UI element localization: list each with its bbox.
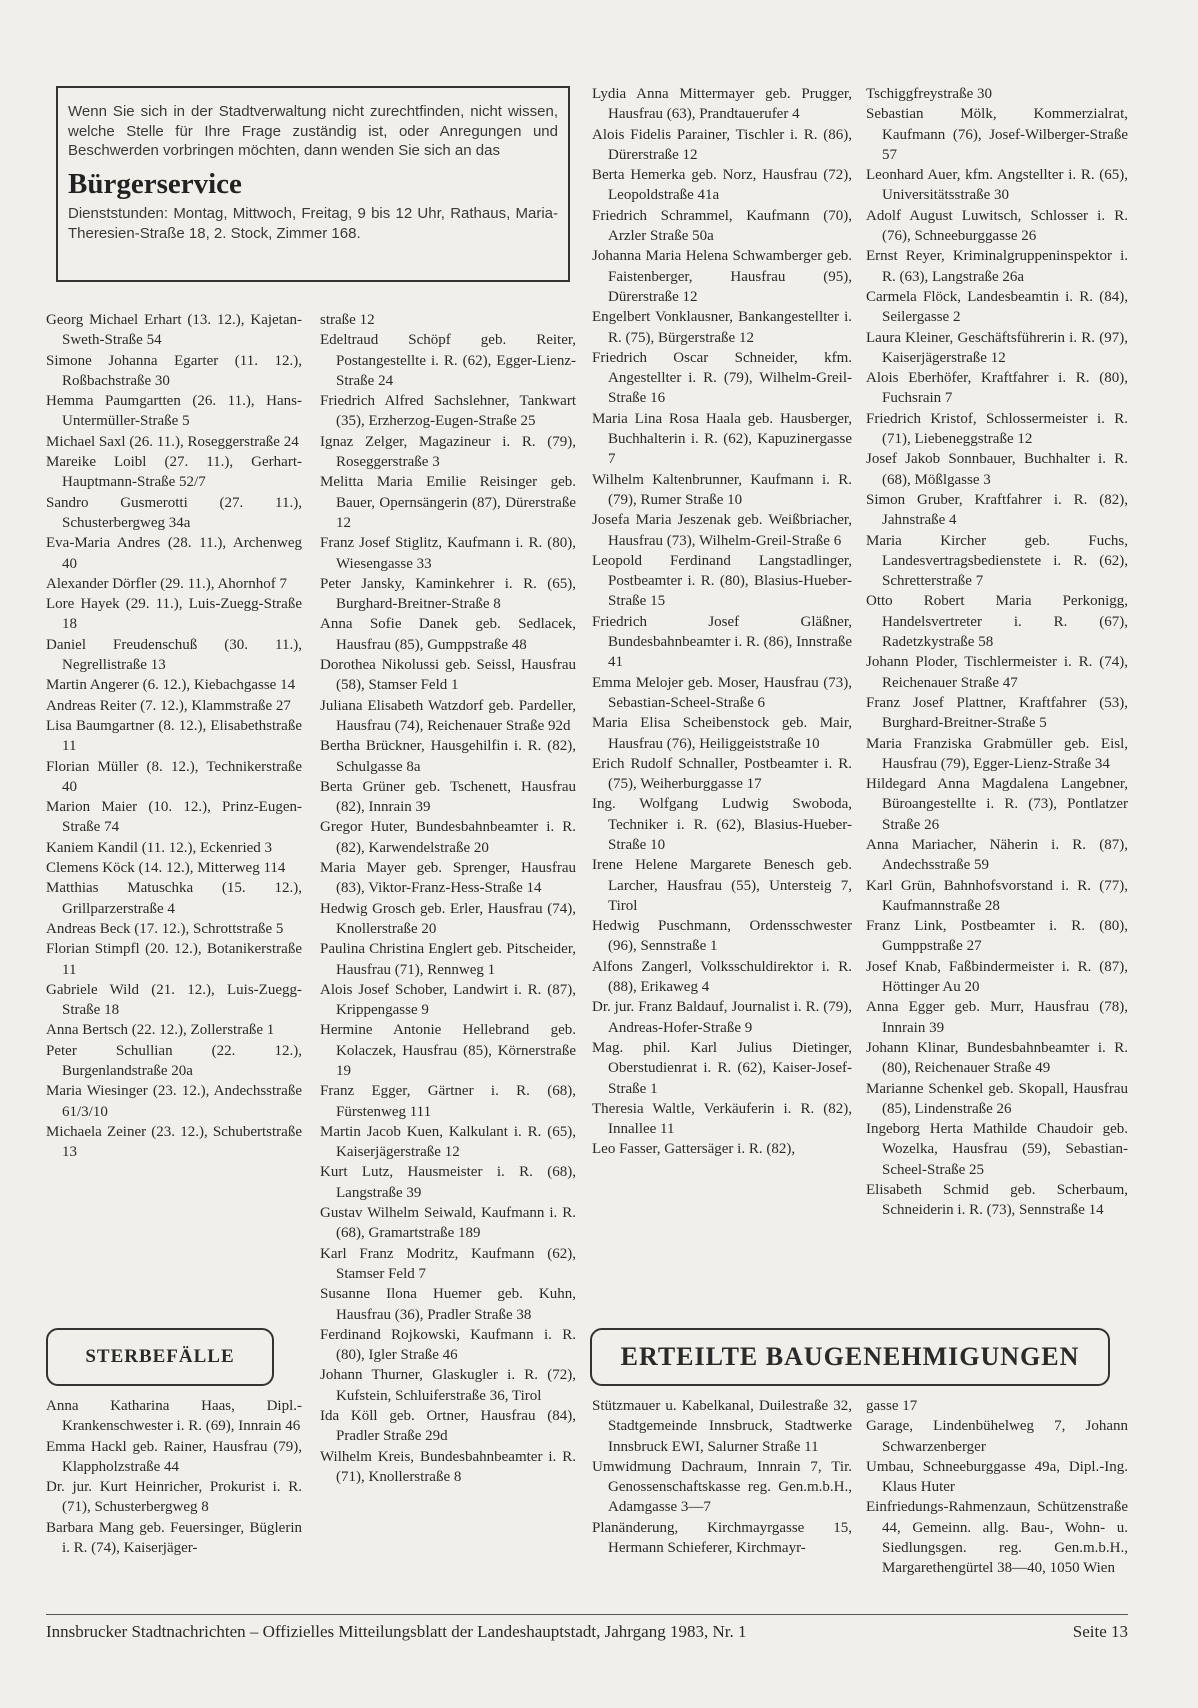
list-entry: Irene Helene Margarete Benesch geb. Larcher, Hausfrau (55), Untersteig 7, Tirol (592, 857, 852, 914)
list-entry: Otto Robert Maria Perkonigg, Handelsvertreter i. R. (67), Radetzkystraße 58 (866, 593, 1128, 651)
list-entry: Johann Ploder, Tischlermeister i. R. (74), Reichenauer Straße 47 (866, 654, 1128, 691)
deaths-column-3 (592, 84, 852, 1160)
list-entry: Gustav Wilhelm Seiwald, Kaufmann i. R. (68), Gramartstraße 189 (320, 1205, 576, 1242)
list-entry: Tschiggfreystraße 30 (866, 86, 992, 102)
list-entry: Dorothea Nikolussi geb. Seissl, Hausfrau (58), Stamser Feld 1 (320, 657, 576, 694)
list-entry: Andreas Reiter (7. 12.), Klammstraße 27 (46, 697, 291, 714)
list-entry: Emma Melojer geb. Moser, Hausfrau (73), Sebastian-Scheel-Straße 6 (592, 674, 852, 711)
deaths-column-2 (320, 310, 576, 1487)
list-entry: Gabriele Wild (21. 12.), Luis-Zuegg-Straße 18 (46, 981, 302, 1019)
list-entry: Josef Knab, Faßbindermeister i. R. (87), Höttinger Au 20 (866, 958, 1128, 996)
list-entry: Garage, Lindenbühelweg 7, Johann Schwarzenberger (866, 1418, 1128, 1455)
list-entry: Hemma Paumgartten (26. 11.), Hans-Untermüller-Straße 5 (46, 393, 302, 430)
list-entry: Maria Kircher geb. Fuchs, Landesvertragsbedienstete i. R. (62), Schretterstraße 7 (866, 532, 1128, 590)
list-entry: Mareike Loibl (27. 11.), Gerhart-Hauptmann-Straße 52/7 (46, 454, 302, 491)
list-entry: Alois Fidelis Parainer, Tischler i. R. (86), Dürerstraße 12 (592, 126, 852, 163)
list-entry: Adolf August Luwitsch, Schlosser i. R. (76), Schneeburggasse 26 (866, 207, 1128, 245)
list-entry: Umwidmung Dachraum, Innrain 7, Tir. Genossenschaftskasse reg. Gen.m.b.H., Adamgasse 3—7 (592, 1458, 852, 1516)
list-entry: Anna Katharina Haas, Dipl.-Krankenschwester i. R. (69), Innrain 46 (46, 1398, 302, 1435)
list-entry: Michael Saxl (26. 11.), Roseggerstraße 24 (46, 433, 299, 450)
list-entry: Erich Rudolf Schnaller, Postbeamter i. R. (75), Weiherburggasse 17 (592, 755, 852, 793)
permits-column-2 (866, 1396, 1128, 1579)
list-entry: Friedrich Oscar Schneider, kfm. Angestellter i. R. (79), Wilhelm-Greil-Straße 16 (592, 349, 852, 407)
list-entry: Marianne Schenkel geb. Skopall, Hausfrau (85), Lindenstraße 26 (866, 1080, 1128, 1117)
permits-column-1 (592, 1396, 852, 1558)
list-entry: Engelbert Vonklausner, Bankangestellter i. R. (75), Bürgerstraße 12 (592, 309, 852, 346)
list-entry: Sebastian Mölk, Kommerzialrat, Kaufmann (76), Josef-Wilberger-Straße 57 (866, 106, 1128, 163)
list-entry: Hermine Antonie Hellebrand geb. Kolaczek, Hausfrau (85), Körnerstraße 19 (320, 1022, 576, 1079)
list-entry: Alois Josef Schober, Landwirt i. R. (87), Krippengasse 9 (320, 981, 576, 1019)
list-entry: Alfons Zangerl, Volksschuldirektor i. R. (88), Erikaweg 4 (592, 958, 852, 996)
list-entry: Umbau, Schneeburggasse 49a, Dipl.-Ing. Klaus Huter (866, 1458, 1128, 1496)
list-entry: Simone Johanna Egarter (11. 12.), Roßbachstraße 30 (46, 352, 302, 389)
list-entry: Susanne Ilona Huemer geb. Kuhn, Hausfrau (36), Pradler Straße 38 (320, 1286, 576, 1323)
list-entry: Gregor Huter, Bundesbahnbeamter i. R. (82), Karwendelstraße 20 (320, 819, 576, 856)
list-entry: Anna Bertsch (22. 12.), Zollerstraße 1 (46, 1022, 275, 1039)
list-entry: Ernst Reyer, Kriminalgruppeninspektor i. R. (63), Langstraße 26a (866, 248, 1128, 285)
list-entry: Andreas Beck (17. 12.), Schrottstraße 5 (46, 920, 284, 937)
list-entry: Paulina Christina Englert geb. Pitscheider, Hausfrau (71), Rennweg 1 (320, 941, 576, 978)
list-entry: Friedrich Schrammel, Kaufmann (70), Arzler Straße 50a (592, 207, 852, 245)
permits-heading: ERTEILTE BAUGENEHMIGUNGEN (590, 1328, 1110, 1386)
list-entry: Lisa Baumgartner (8. 12.), Elisabethstraße 11 (46, 717, 302, 755)
list-entry: Melitta Maria Emilie Reisinger geb. Bauer, Opernsängerin (87), Dürerstraße 12 (320, 474, 576, 531)
list-entry: Leopold Ferdinand Langstadlinger, Postbeamter i. R. (80), Blasius-Hueber-Straße 15 (592, 552, 852, 610)
list-entry: Simon Gruber, Kraftfahrer i. R. (82), Jahnstraße 4 (866, 491, 1128, 529)
list-entry: Friedrich Alfred Sachslehner, Tankwart (35), Erzherzog-Eugen-Straße 25 (320, 393, 576, 430)
list-entry: Hedwig Grosch geb. Erler, Hausfrau (74), Knollerstraße 20 (320, 900, 576, 937)
list-entry: Alexander Dörfler (29. 11.), Ahornhof 7 (46, 575, 288, 592)
service-intro: Wenn Sie sich in der Stadtverwaltung nicht zurechtfinden, nicht wissen, welche Stelle für Ihre Frage zuständig ist, oder Anregungen und Beschwerden vorbringen möchten, dann wenden Sie sich an das (68, 103, 558, 159)
list-entry: Peter Jansky, Kaminkehrer i. R. (65), Burghard-Breitner-Straße 8 (320, 575, 576, 613)
list-entry: Kaniem Kandil (11. 12.), Eckenried 3 (46, 839, 273, 856)
list-entry: Martin Angerer (6. 12.), Kiebachgasse 14 (46, 677, 296, 694)
list-entry: Ingeborg Herta Mathilde Chaudoir geb. Wozelka, Hausfrau (59), Sebastian-Scheel-Straße 25 (866, 1121, 1128, 1178)
list-entry: Bertha Brückner, Hausgehilfin i. R. (82), Schulgasse 8a (320, 738, 576, 775)
list-entry: Elisabeth Schmid geb. Scherbaum, Schneiderin i. R. (73), Sennstraße 14 (866, 1182, 1128, 1219)
list-entry: gasse 17 (866, 1398, 918, 1414)
list-entry: Dr. jur. Kurt Heinricher, Prokurist i. R. (71), Schusterbergweg 8 (46, 1479, 302, 1516)
list-entry: Eva-Maria Andres (28. 11.), Archenweg 40 (46, 535, 302, 572)
list-entry: Einfriedungs-Rahmenzaun, Schützenstraße 44, Gemeinn. allg. Bau-, Wohn- u. Siedlungsgen. reg. Gen.m.b.H., Margarethengürtel 38—40, 1050 Wien (866, 1499, 1128, 1577)
list-entry: Kurt Lutz, Hausmeister i. R. (68), Langstraße 39 (320, 1164, 576, 1201)
list-entry: Barbara Mang geb. Feuersinger, Büglerin i. R. (74), Kaiserjäger- (46, 1519, 302, 1557)
list-entry: Georg Michael Erhart (13. 12.), Kajetan-Sweth-Straße 54 (46, 312, 302, 349)
list-entry: Maria Elisa Scheibenstock geb. Mair, Hausfrau (76), Heiliggeiststraße 10 (592, 715, 852, 752)
list-entry: Anna Sofie Danek geb. Sedlacek, Hausfrau (85), Gumppstraße 48 (320, 616, 576, 653)
list-entry: Maria Lina Rosa Haala geb. Hausberger, Buchhalterin i. R. (62), Kapuzinergasse 7 (592, 410, 852, 468)
list-entry: Johanna Maria Helena Schwamberger geb. Faistenberger, Hausfrau (95), Dürerstraße 12 (592, 248, 852, 305)
list-entry: Theresia Waltle, Verkäuferin i. R. (82), Innallee 11 (592, 1100, 852, 1138)
list-entry: Michaela Zeiner (23. 12.), Schubertstraße 13 (46, 1123, 302, 1161)
list-entry: Ing. Wolfgang Ludwig Swoboda, Techniker i. R. (62), Blasius-Hueber-Straße 10 (592, 796, 852, 853)
list-entry: Karl Franz Modritz, Kaufmann (62), Stamser Feld 7 (320, 1245, 576, 1282)
births-column-1 (46, 310, 302, 1162)
list-entry: Martin Jacob Kuen, Kalkulant i. R. (65), Kaiserjägerstraße 12 (320, 1123, 576, 1161)
list-entry: Emma Hackl geb. Rainer, Hausfrau (79), Klappholzstraße 44 (46, 1438, 302, 1475)
service-title: Bürgerservice (68, 167, 242, 200)
list-entry: Leo Fasser, Gattersäger i. R. (82), (592, 1141, 796, 1158)
list-entry: Peter Schullian (22. 12.), Burgenlandstraße 20a (46, 1042, 302, 1079)
list-entry: Franz Josef Plattner, Kraftfahrer (53), Burghard-Breitner-Straße 5 (866, 694, 1128, 732)
list-entry: Carmela Flöck, Landesbeamtin i. R. (84), Seilergasse 2 (866, 288, 1128, 326)
page-footer (46, 1622, 1128, 1642)
list-entry: Berta Grüner geb. Tschenett, Hausfrau (82), Innrain 39 (320, 778, 576, 816)
list-entry: Ignaz Zelger, Magazineur i. R. (79), Roseggerstraße 3 (320, 433, 576, 471)
buergerservice-box (56, 86, 570, 282)
list-entry: Sandro Gusmerotti (27. 11.), Schusterbergweg 34a (46, 494, 302, 531)
list-entry: Marion Maier (10. 12.), Prinz-Eugen-Straße 74 (46, 799, 302, 836)
list-entry: Anna Egger geb. Murr, Hausfrau (78), Innrain 39 (866, 999, 1128, 1036)
list-entry: Lore Hayek (29. 11.), Luis-Zuegg-Straße 18 (46, 596, 302, 633)
list-entry: Josefa Maria Jeszenak geb. Weißbriacher, Hausfrau (73), Wilhelm-Greil-Straße 6 (592, 512, 852, 549)
list-entry: Maria Franziska Grabmüller geb. Eisl, Hausfrau (79), Egger-Lienz-Straße 34 (866, 735, 1128, 772)
list-entry: Maria Wiesinger (23. 12.), Andechsstraße 61/3/10 (46, 1083, 302, 1120)
footer-divider (46, 1614, 1128, 1615)
list-entry: Florian Stimpfl (20. 12.), Botanikerstraße 11 (46, 941, 302, 978)
list-entry: Stützmauer u. Kabelkanal, Duilestraße 32, Stadtgemeinde Innsbruck, Stadtwerke Innsbruck EWI, Salurner Straße 11 (592, 1398, 852, 1455)
list-entry: Franz Josef Stiglitz, Kaufmann i. R. (80), Wiesengasse 33 (320, 535, 576, 572)
list-entry: Florian Müller (8. 12.), Technikerstraße 40 (46, 758, 302, 795)
service-hours: Dienststunden: Montag, Mittwoch, Freitag, 9 bis 12 Uhr, Rathaus, Maria-Theresien-Straße 18, 2. Stock, Zimmer 168. (68, 205, 558, 242)
list-entry: Johann Thurner, Glaskugler i. R. (72), Kufstein, Schluiferstraße 36, Tirol (320, 1367, 576, 1404)
footer-page-number: Seite 13 (1072, 1622, 1128, 1641)
list-entry: Anna Mariacher, Näherin i. R. (87), Andechsstraße 59 (866, 836, 1128, 874)
list-entry: Franz Link, Postbeamter i. R. (80), Gumppstraße 27 (866, 918, 1128, 955)
list-entry: Wilhelm Kaltenbrunner, Kaufmann i. R. (79), Rumer Straße 10 (592, 471, 852, 508)
list-entry: Planänderung, Kirchmayrgasse 15, Hermann Schieferer, Kirchmayr- (592, 1519, 852, 1557)
list-entry: Johann Klinar, Bundesbahnbeamter i. R. (80), Reichenauer Straße 49 (866, 1039, 1128, 1077)
list-entry: Juliana Elisabeth Watzdorf geb. Pardeller, Hausfrau (74), Reichenauer Straße 92d (320, 697, 576, 734)
list-entry: straße 12 (320, 312, 375, 328)
list-entry: Matthias Matuschka (15. 12.), Grillparzerstraße 4 (46, 880, 302, 917)
list-entry: Josef Jakob Sonnbauer, Buchhalter i. R. (68), Mößlgasse 3 (866, 451, 1128, 488)
list-entry: Franz Egger, Gärtner i. R. (68), Fürstenweg 111 (320, 1083, 576, 1120)
deaths-column-4 (866, 84, 1128, 1221)
deaths-column-1 (46, 1396, 302, 1558)
list-entry: Lydia Anna Mittermayer geb. Prugger, Hausfrau (63), Prandtauerufer 4 (592, 86, 852, 123)
list-entry: Mag. phil. Karl Julius Dietinger, Oberstudienrat i. R. (62), Kaiser-Josef-Straße 1 (592, 1039, 852, 1097)
list-entry: Ida Köll geb. Ortner, Hausfrau (84), Pradler Straße 29d (320, 1408, 576, 1445)
deaths-heading: STERBEFÄLLE (46, 1328, 274, 1386)
footer-publication: Innsbrucker Stadtnachrichten – Offizielles Mitteilungsblatt der Landeshauptstadt, Jahrgang 1983, Nr. 1 (46, 1622, 747, 1641)
list-entry: Hedwig Puschmann, Ordensschwester (96), Sennstraße 1 (592, 918, 852, 955)
list-entry: Laura Kleiner, Geschäftsführerin i. R. (97), Kaiserjägerstraße 12 (866, 329, 1128, 366)
list-entry: Friedrich Kristof, Schlossermeister i. R. (71), Liebeneggstraße 12 (866, 410, 1128, 448)
list-entry: Friedrich Josef Gläßner, Bundesbahnbeamter i. R. (86), Innstraße 41 (592, 613, 852, 671)
list-entry: Wilhelm Kreis, Bundesbahnbeamter i. R. (71), Knollerstraße 8 (320, 1448, 576, 1485)
list-entry: Clemens Köck (14. 12.), Mitterweg 114 (46, 860, 286, 877)
list-entry: Leonhard Auer, kfm. Angstellter i. R. (65), Universitätsstraße 30 (866, 167, 1128, 204)
list-entry: Berta Hemerka geb. Norz, Hausfrau (72), Leopoldstraße 41a (592, 167, 852, 204)
list-entry: Daniel Freudenschuß (30. 11.), Negrellistraße 13 (46, 636, 302, 674)
list-entry: Alois Eberhöfer, Kraftfahrer i. R. (80), Fuchsrain 7 (866, 370, 1128, 407)
list-entry: Dr. jur. Franz Baldauf, Journalist i. R. (79), Andreas-Hofer-Straße 9 (592, 999, 852, 1036)
list-entry: Karl Grün, Bahnhofsvorstand i. R. (77), Kaufmannstraße 28 (866, 877, 1128, 914)
list-entry: Maria Mayer geb. Sprenger, Hausfrau (83), Viktor-Franz-Hess-Straße 14 (320, 860, 576, 897)
list-entry: Hildegard Anna Magdalena Langebner, Büroangestellte i. R. (73), Pontlatzer Straße 26 (866, 776, 1128, 833)
list-entry: Ferdinand Rojkowski, Kaufmann i. R. (80), Igler Straße 46 (320, 1326, 576, 1364)
list-entry: Edeltraud Schöpf geb. Reiter, Postangestellte i. R. (62), Egger-Lienz-Straße 24 (320, 332, 576, 389)
